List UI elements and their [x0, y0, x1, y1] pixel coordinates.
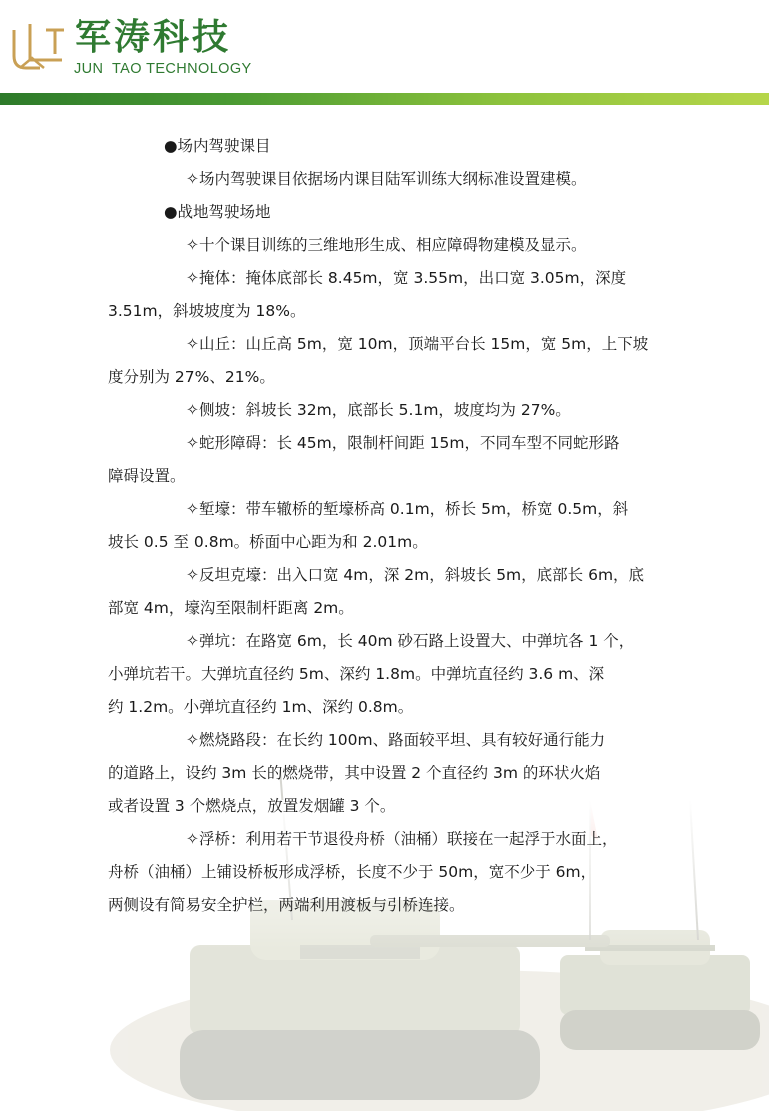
list-item-continuation: 的道路上，设约 3m 长的燃烧带，其中设置 2 个直径约 3m 的环状火焰	[108, 764, 601, 782]
list-item: ✧十个课目训练的三维地形生成、相应障碍物建模及显示。	[186, 236, 587, 254]
document-body	[108, 130, 663, 922]
list-item: ✧侧坡：斜坡长 32m，底部长 5.1m，坡度均为 27%。	[186, 401, 571, 419]
list-item: ✧蛇形障碍：长 45m，限制杆间距 15m，不同车型不同蛇形路	[186, 434, 620, 452]
brand-name-chinese: 军涛科技	[75, 17, 232, 58]
list-item: ✧掩体：掩体底部长 8.45m，宽 3.55m，出口宽 3.05m，深度	[186, 269, 627, 287]
list-item-continuation: 两侧设有简易安全护栏，两端利用渡板与引桥连接。	[108, 896, 465, 914]
list-item-continuation: 度分别为 27%、21%。	[108, 368, 275, 386]
company-logo-icon	[10, 20, 68, 76]
list-item-continuation: 或者设置 3 个燃烧点，放置发烟罐 3 个。	[108, 797, 396, 815]
list-item: ✧浮桥：利用若干节退役舟桥（油桶）联接在一起浮于水面上，	[186, 830, 618, 848]
list-item-continuation: 约 1.2m。小弹坑直径约 1m、深约 0.8m。	[108, 698, 414, 716]
list-item: ✧燃烧路段：在长约 100m、路面较平坦、具有较好通行能力	[186, 731, 606, 749]
list-item: ✧反坦克壕：出入口宽 4m，深 2m，斜坡长 5m，底部长 6m，底	[186, 566, 645, 584]
section-heading: ●场内驾驶课目	[164, 137, 271, 155]
list-item: ✧山丘：山丘高 5m，宽 10m，顶端平台长 15m，宽 5m，上下坡	[186, 335, 649, 353]
section-heading: ●战地驾驶场地	[164, 203, 271, 221]
list-item-continuation: 坡长 0.5 至 0.8m。桥面中心距为和 2.01m。	[108, 533, 428, 551]
list-item: ✧堑壕：带车辙桥的堑壕桥高 0.1m，桥长 5m，桥宽 0.5m，斜	[186, 500, 629, 518]
list-item-continuation: 3.51m，斜坡坡度为 18%。	[108, 302, 306, 320]
list-item-continuation: 障碍设置。	[108, 467, 186, 485]
list-item: ✧弹坑：在路宽 6m，长 40m 砂石路上设置大、中弹坑各 1 个，	[186, 632, 635, 650]
page-header	[0, 0, 769, 104]
brand-name-english: JUN TAO TECHNOLOGY	[74, 61, 252, 77]
list-item-continuation: 部宽 4m，壕沟至限制杆距离 2m。	[108, 599, 354, 617]
list-item-continuation: 舟桥（油桶）上铺设桥板形成浮桥，长度不少于 50m，宽不少于 6m，	[108, 863, 597, 881]
header-divider-bar	[0, 93, 769, 105]
list-item-continuation: 小弹坑若干。大弹坑直径约 5m、深约 1.8m。中弹坑直径约 3.6 m、深	[108, 665, 605, 683]
list-item: ✧场内驾驶课目依据场内课目陆军训练大纲标准设置建模。	[186, 170, 587, 188]
